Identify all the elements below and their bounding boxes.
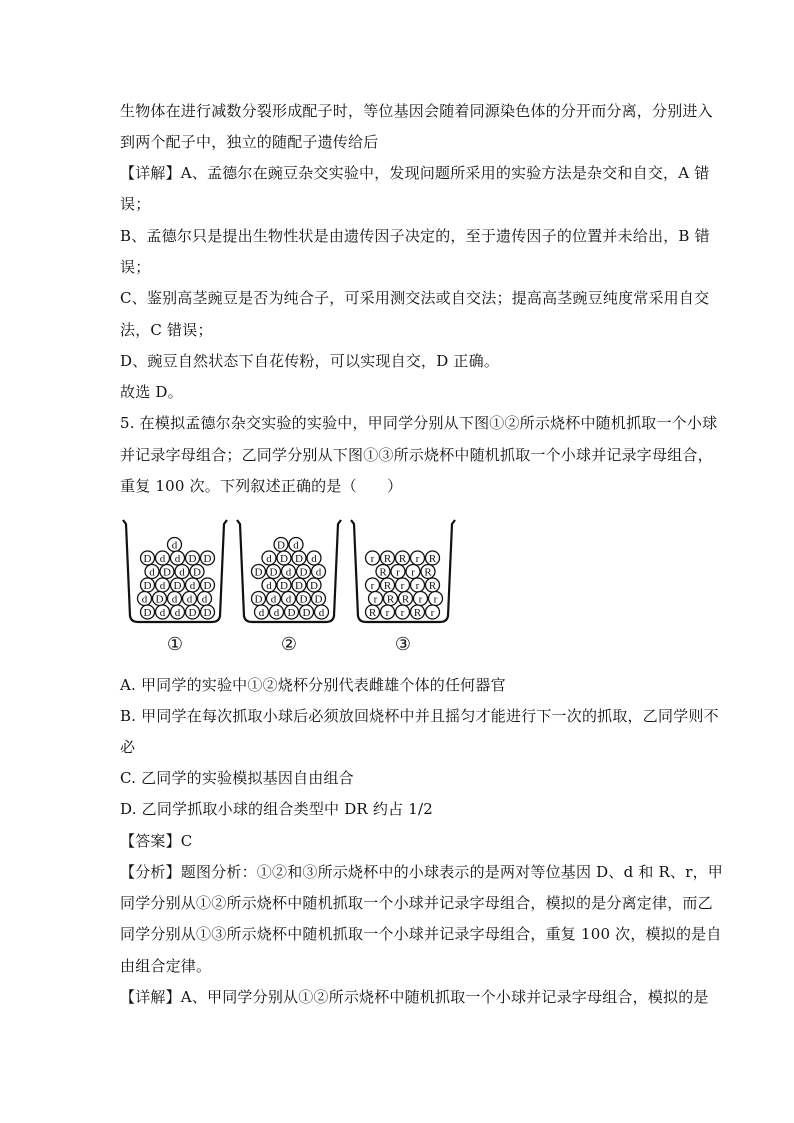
option-b-2: 必	[120, 738, 136, 756]
ball-letter: d	[174, 553, 181, 565]
ball-letter: D	[155, 593, 164, 606]
ball-letter: D	[295, 553, 303, 565]
ball-letter: r	[400, 607, 405, 619]
ball-letter: D	[280, 580, 288, 592]
ball-letter: d	[179, 566, 185, 579]
ball-letter: r	[373, 593, 378, 606]
line-detail-b-1: B、孟德尔只是提出生物性状是由遗传因子决定的，至于遗传因子的位置并未给出，B 错	[120, 227, 710, 245]
beaker-label: ②	[280, 634, 298, 655]
ball-letter: d	[285, 593, 292, 606]
ball-letter: D	[254, 566, 263, 579]
ball-letter: D	[143, 580, 152, 592]
ball-letter: D	[299, 593, 308, 606]
line-intro-2: 到两个配子中，独立的随配子遗传给后	[120, 133, 379, 151]
ball-letter: r	[370, 553, 375, 565]
ball-letter: R	[413, 607, 422, 619]
ball-letter: r	[400, 580, 405, 592]
ball-letter: r	[370, 580, 375, 592]
ball-letter: R	[424, 566, 432, 579]
line-detail-a-1: 【详解】A、孟德尔在豌豆杂交实验中，发现问题所采用的实验方法是杂交和自交，A 错	[120, 164, 710, 182]
ball-letter: d	[258, 607, 265, 619]
ball-letter: D	[314, 593, 323, 606]
analysis-3: 同学分别从①③所示烧杯中随机抓取一个小球并记录字母组合，重复 100 次，模拟的是自	[120, 925, 722, 943]
ball-letter: d	[159, 580, 166, 592]
ball-letter: r	[396, 566, 400, 579]
ball-letter: R	[383, 553, 392, 565]
ball-letter: D	[287, 607, 296, 619]
ball-letter: d	[285, 566, 292, 579]
option-b-1: B. 甲同学在每次抓取小球后必须放回烧杯中并且摇匀才能进行下一次的抓取，乙同学则不	[120, 707, 719, 725]
ball-letter: d	[293, 539, 299, 552]
beaker-3	[351, 520, 455, 655]
ball-letter: d	[159, 553, 166, 565]
ball-letter: R	[401, 593, 410, 606]
analysis-4: 由组合定律。	[120, 957, 212, 975]
ball-letter: d	[266, 580, 272, 592]
question-5-stem-3: 重复 100 次。下列叙述正确的是（ ）	[120, 477, 403, 495]
answer-line: 【答案】C	[120, 832, 193, 850]
analysis-1: 【分析】题图分析：①②和③所示烧杯中的小球表示的是两对等位基因 D、d 和 R、r，甲	[120, 863, 724, 881]
ball-letter: d	[186, 593, 193, 606]
ball-letter: D	[193, 566, 201, 579]
ball-letter: D	[299, 566, 308, 579]
ball-letter: R	[368, 607, 377, 619]
line-choose-d: 故选 D。	[120, 383, 183, 401]
line-detail-c-1: C、鉴别高茎豌豆是否为纯合子，可采用测交法或自交法；提高高茎豌豆纯度常采用自交	[120, 289, 710, 307]
ball-letter: d	[270, 593, 277, 606]
ball-letter: d	[149, 566, 155, 579]
ball-letter: D	[203, 580, 212, 592]
ball-letter: R	[428, 553, 437, 565]
detail-a-last: 【详解】A、甲同学分别从①②所示烧杯中随机抓取一个小球并记录字母组合，模拟的是	[120, 988, 709, 1006]
ball-letter: D	[269, 566, 278, 579]
ball-letter: r	[430, 607, 435, 619]
ball-letter: r	[415, 553, 420, 565]
ball-letter: D	[203, 607, 212, 619]
ball-letter: R	[428, 580, 437, 592]
ball-letter: d	[318, 607, 325, 619]
ball-letter: d	[273, 607, 280, 619]
line-detail-d: D、豌豆自然状态下自花传粉，可以实现自交，D 正确。	[120, 352, 500, 370]
ball-letter: D	[143, 553, 152, 565]
option-a: A. 甲同学的实验中①②烧杯分别代表雌雄个体的任何器官	[120, 676, 506, 694]
beaker-figure	[122, 512, 462, 658]
option-c: C. 乙同学的实验模拟基因自由组合	[120, 769, 354, 787]
ball-letter: D	[188, 607, 197, 619]
ball-letter: D	[310, 580, 318, 592]
ball-letter: D	[254, 593, 263, 606]
beaker-2	[237, 520, 341, 655]
ball-letter: d	[315, 566, 322, 579]
question-5-stem-2: 并记录字母组合；乙同学分别从下图①③所示烧杯中随机抓取一个小球并记录字母组合，	[120, 446, 713, 464]
ball-letter: R	[379, 566, 387, 579]
ball-letter: d	[311, 553, 317, 565]
ball-letter: R	[386, 593, 395, 606]
ball-letter: D	[295, 580, 303, 592]
ball-letter: r	[415, 580, 420, 592]
ball-letter: d	[266, 553, 272, 565]
ball-letter: d	[141, 593, 148, 606]
ball-letter: D	[173, 580, 182, 592]
ball-letter: D	[188, 553, 197, 565]
ball-letter: D	[302, 607, 311, 619]
line-detail-b-2: 误；	[120, 258, 151, 276]
ball-letter: R	[383, 580, 392, 592]
ball-letter: D	[203, 553, 212, 565]
ball-letter: d	[159, 607, 166, 619]
ball-letter: d	[171, 593, 178, 606]
line-intro-1: 生物体在进行减数分裂形成配子时，等位基因会随着同源染色体的分开而分离，分别进入	[120, 102, 713, 120]
ball-letter: d	[174, 607, 181, 619]
ball-letter: D	[280, 553, 288, 565]
beaker-1	[123, 520, 227, 655]
question-5-stem-1: 5. 在模拟孟德尔杂交实验的实验中，甲同学分别从下图①②所示烧杯中随机抓取一个小球	[120, 414, 718, 432]
analysis-2: 同学分别从①②所示烧杯中随机抓取一个小球并记录字母组合，模拟的是分离定律，而乙	[120, 894, 713, 912]
ball-letter: D	[163, 566, 171, 579]
ball-letter: r	[411, 566, 415, 579]
line-detail-a-2: 误；	[120, 195, 151, 213]
ball-letter: R	[398, 553, 407, 565]
ball-letter: D	[143, 607, 152, 619]
ball-letter: r	[385, 607, 390, 619]
option-d: D. 乙同学抓取小球的组合类型中 DR 约占 1/2	[120, 800, 433, 818]
ball-letter: r	[433, 593, 438, 606]
beaker-label: ①	[166, 634, 184, 655]
ball-letter: d	[171, 539, 178, 552]
beaker-label: ③	[394, 634, 412, 655]
ball-letter: d	[201, 593, 208, 606]
ball-letter: d	[189, 580, 196, 592]
ball-letter: D	[277, 539, 285, 552]
line-detail-c-2: 法，C 错误；	[120, 321, 213, 339]
ball-letter: r	[418, 593, 423, 606]
